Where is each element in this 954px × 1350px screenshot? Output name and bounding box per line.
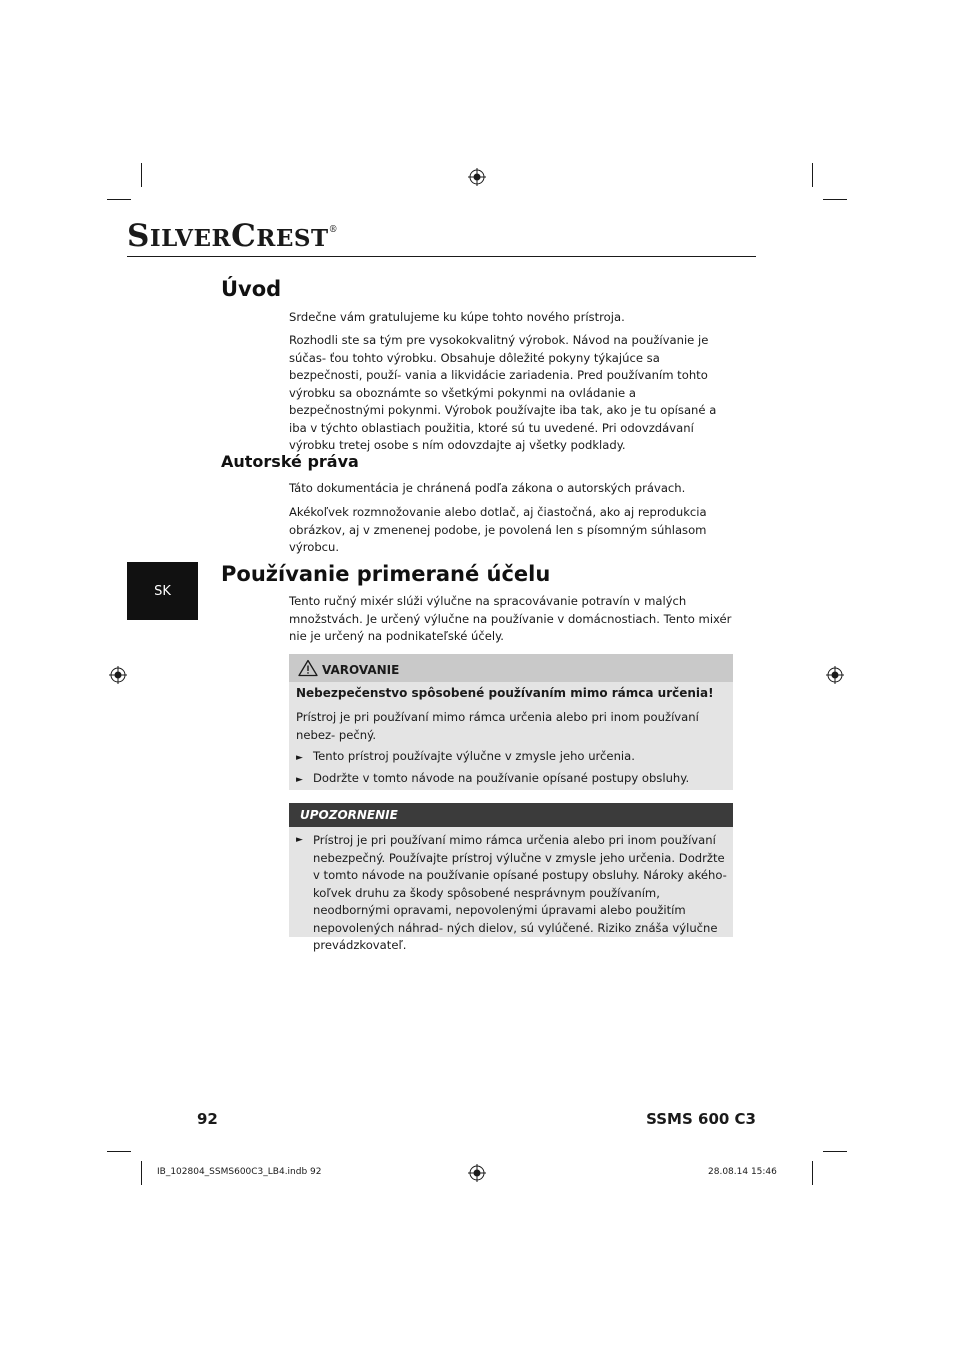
registration-mark-icon bbox=[109, 666, 127, 684]
warning-box bbox=[289, 654, 733, 790]
warning-bullet: ► Tento prístroj používajte výlučne v zmysle jeho určenia. bbox=[296, 748, 635, 768]
brand-logo: SILVERCREST® bbox=[127, 218, 339, 254]
warning-label: VAROVANIE bbox=[322, 662, 400, 677]
intro-paragraph-1: Srdečne vám gratulujeme ku kúpe tohto nového prístroja. bbox=[289, 310, 625, 324]
notice-header: UPOZORNENIE bbox=[289, 803, 733, 827]
registration-mark-icon bbox=[468, 1164, 486, 1182]
crop-mark bbox=[823, 1151, 847, 1152]
model-name: SSMS 600 C3 bbox=[646, 1110, 756, 1128]
notice-text: Prístroj je pri používaní mimo rámca určenia alebo pri inom používaní nebezpečný. Používajte prístroj výlučne v zmysle jeho určenia. Dodržte v tomto návode na používanie opísané postupy obsluhy. Nároky akého- koľvek druhu za škody spôsobené nesprávnym používaním, neodbornými opravami, nepovolenými úpravami alebo použitím nepovolených náhrad- ných dielov, sú vylúčené. Riziko znáša výlučne prevádzkovateľ. bbox=[313, 833, 727, 952]
header-rule bbox=[127, 256, 756, 257]
crop-mark bbox=[107, 199, 131, 200]
intended-use-paragraph: Tento ručný mixér slúži výlučne na spracovávanie potravín v malých množstvách. Je určený výlučne na používanie v domácnostiach. Tento mixér nie je určený na podnikateľské účely. bbox=[289, 594, 732, 643]
page-number: 92 bbox=[197, 1110, 218, 1128]
crop-mark bbox=[823, 199, 847, 200]
crop-mark bbox=[141, 1161, 142, 1185]
print-slug-date: 28.08.14 15:46 bbox=[708, 1167, 777, 1177]
section-title-intended-use: Používanie primerané účelu bbox=[221, 562, 551, 586]
intro-paragraph-2: Rozhodli ste sa tým pre vysokokvalitný výrobok. Návod na používanie je súčas- ťou tohto výrobku. Obsahuje dôležité pokyny týkajúce sa bezpečnosti, použí- vania a likvidácie zariadenia. Pred používaním tohto výrobku sa oboznámte so všetkými pokynmi na ovládanie a bezpečnostnými pokynmi. Výrobok používajte iba tak, ako je tu opísané a iba v týchto oblastiach použitia, ktoré sú tu uvedené. Pri odovzdávaní výrobku tretej osobe s ním odovzdajte aj všetky podklady. bbox=[289, 333, 717, 452]
registration-mark-icon bbox=[826, 666, 844, 684]
warning-triangle-icon bbox=[298, 659, 318, 677]
registration-mark-icon bbox=[468, 168, 486, 186]
warning-header bbox=[289, 654, 733, 682]
warning-text: Prístroj je pri používaní mimo rámca určenia alebo pri inom používaní nebez- pečný. bbox=[296, 710, 699, 742]
arrow-right-icon: ► bbox=[296, 775, 303, 785]
warning-subtitle: Nebezpečenstvo spôsobené používaním mimo rámca určenia! bbox=[296, 686, 714, 700]
arrow-right-icon: ► bbox=[296, 835, 303, 845]
language-tab: SK bbox=[127, 562, 198, 620]
crop-mark bbox=[812, 1161, 813, 1185]
warning-bullet: ► Dodržte v tomto návode na používanie opísané postupy obsluhy. bbox=[296, 770, 689, 790]
copyright-paragraph-2: Akékoľvek rozmnožovanie alebo dotlač, aj čiastočná, ako aj reprodukcia obrázkov, aj v zmenenej podobe, je povolená len s písomným súhlasom výrobcu. bbox=[289, 505, 707, 554]
notice-box bbox=[289, 803, 733, 952]
print-slug-file: IB_102804_SSMS600C3_LB4.indb 92 bbox=[157, 1167, 322, 1177]
arrow-right-icon: ► bbox=[296, 753, 303, 763]
crop-mark bbox=[812, 163, 813, 187]
crop-mark bbox=[141, 163, 142, 187]
section-title-copyright: Autorské práva bbox=[221, 452, 359, 471]
notice-bullet bbox=[296, 832, 728, 955]
section-title-intro: Úvod bbox=[221, 277, 282, 301]
copyright-paragraph-1: Táto dokumentácia je chránená podľa zákona o autorských právach. bbox=[289, 481, 686, 495]
crop-mark bbox=[107, 1151, 131, 1152]
